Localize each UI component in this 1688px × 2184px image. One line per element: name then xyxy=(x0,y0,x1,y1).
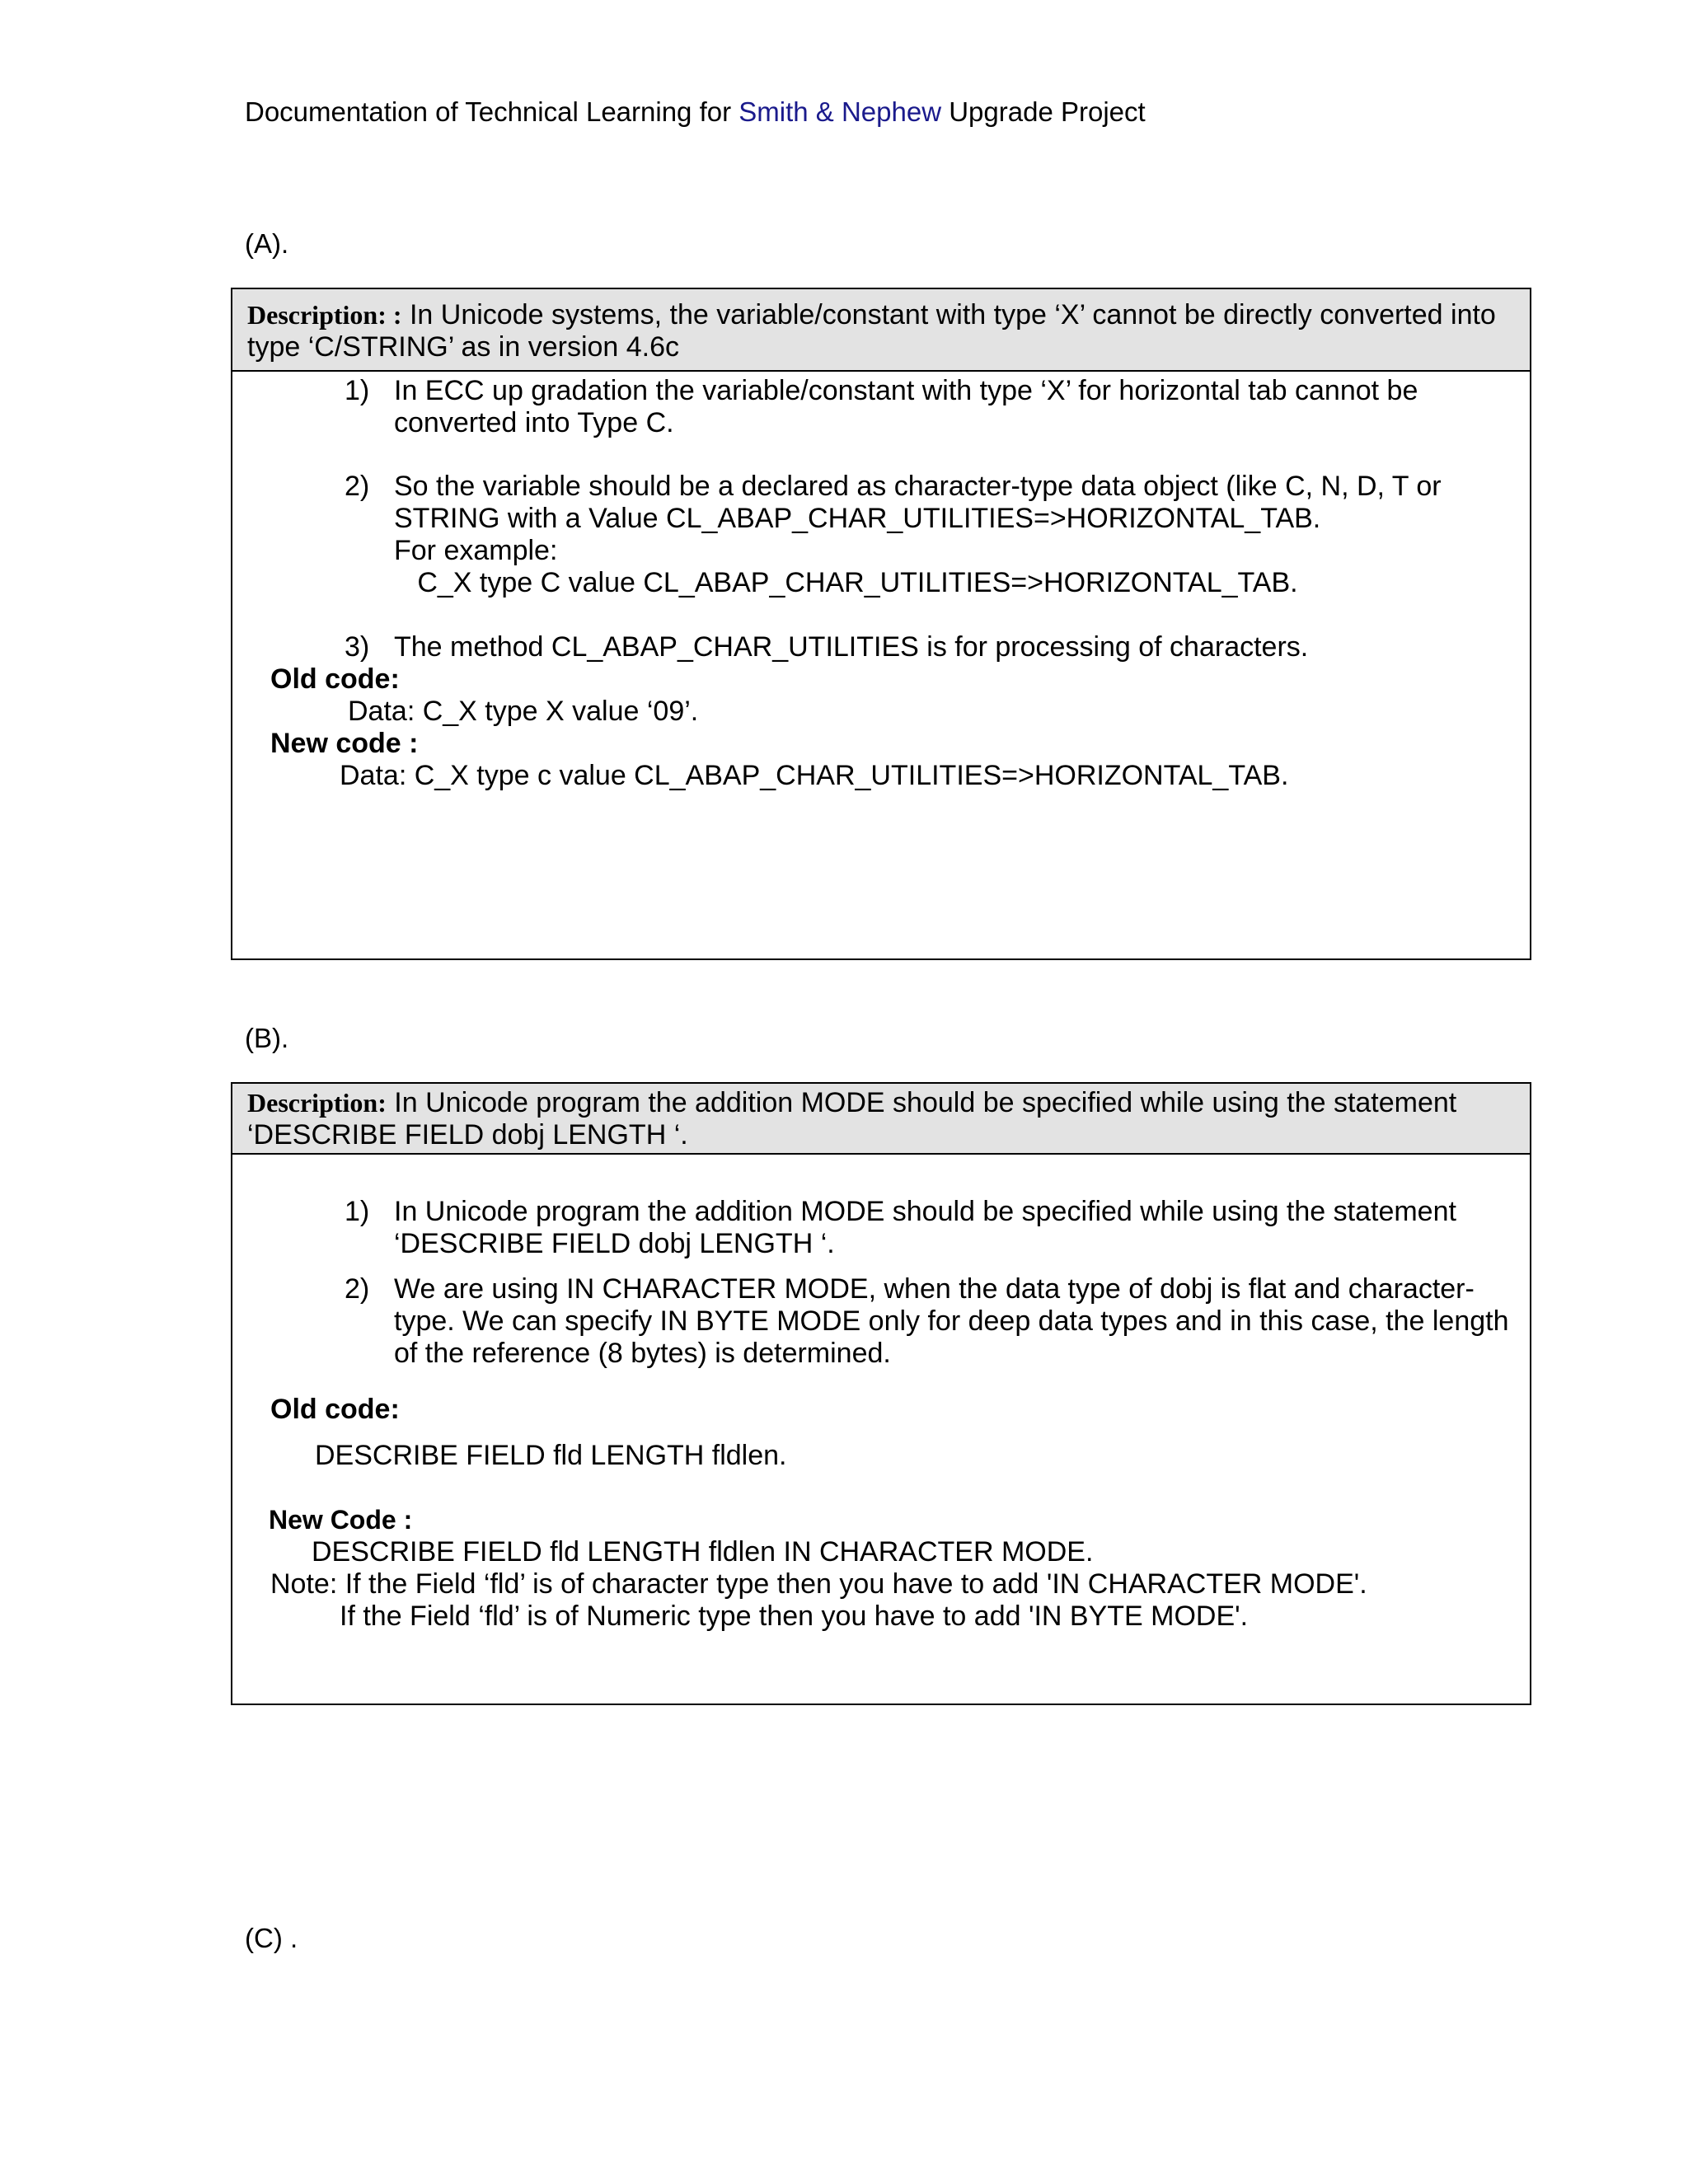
section-b-box xyxy=(231,1082,1531,1705)
header-suffix: Upgrade Project xyxy=(941,96,1146,127)
section-b-new-code-label: New Code : xyxy=(269,1505,413,1535)
section-b-description-label: Description: xyxy=(247,1088,387,1118)
item-text xyxy=(394,1273,1513,1370)
section-a-new-code-label: New code : xyxy=(270,728,419,759)
section-b-note-1: Note: If the Field ‘fld’ is of character type then you have to add 'IN CHARACTER MODE'. xyxy=(270,1568,1367,1600)
section-a-old-code-label: Old code: xyxy=(270,663,400,695)
item-line: type. We can specify IN BYTE MODE only for deep data types and in this case, the length xyxy=(394,1305,1509,1337)
item-line: In Unicode program the addition MODE should be specified while using the statement xyxy=(394,1196,1456,1227)
section-b-old-code-label: Old code: xyxy=(270,1394,400,1425)
item-text xyxy=(394,471,1513,599)
item-line: In ECC up gradation the variable/constant with type ‘X’ for horizontal tab cannot be xyxy=(394,375,1418,406)
item-line: of the reference (8 bytes) is determined. xyxy=(394,1338,891,1369)
item-text xyxy=(394,631,1513,663)
item-line: We are using IN CHARACTER MODE, when the data type of dobj is flat and character- xyxy=(394,1273,1475,1305)
section-c-label: (C) . xyxy=(245,1923,298,1953)
item-number: 2) xyxy=(345,1273,370,1305)
section-b-description-text: In Unicode program the addition MODE should be specified while using the statement ‘DESCRIBE FIELD dobj LENGTH ‘. xyxy=(247,1087,1457,1151)
header-brand: Smith & Nephew xyxy=(738,96,942,127)
section-a-description-text: In Unicode systems, the variable/constant with type ‘X’ cannot be directly converted into type ‘C/STRING’ as in version 4.6c xyxy=(247,299,1496,363)
item-line: STRING with a Value CL_ABAP_CHAR_UTILITIES=>HORIZONTAL_TAB. xyxy=(394,503,1321,534)
section-a-new-code: Data: C_X type c value CL_ABAP_CHAR_UTILITIES=>HORIZONTAL_TAB. xyxy=(340,760,1289,791)
item-text xyxy=(394,1196,1513,1260)
item-line: converted into Type C. xyxy=(394,407,674,438)
section-b-description xyxy=(232,1084,1530,1155)
item-number: 2) xyxy=(345,471,370,502)
section-a-label: (A). xyxy=(245,228,289,259)
item-line: So the variable should be a declared as character-type data object (like C, N, D, T or xyxy=(394,471,1442,502)
item-number: 1) xyxy=(345,375,370,406)
section-a-box xyxy=(231,288,1531,960)
page-header xyxy=(245,92,1146,132)
section-a-description xyxy=(232,289,1530,372)
item-number: 1) xyxy=(345,1196,370,1227)
section-a-old-code: Data: C_X type X value ‘09’. xyxy=(348,696,699,727)
item-number: 3) xyxy=(345,631,370,663)
section-b-old-code: DESCRIBE FIELD fld LENGTH fldlen. xyxy=(315,1440,787,1471)
item-line: The method CL_ABAP_CHAR_UTILITIES is for processing of characters. xyxy=(394,631,1309,663)
item-text xyxy=(394,375,1513,439)
section-a-description-label: Description: : xyxy=(247,300,402,330)
item-line: ‘DESCRIBE FIELD dobj LENGTH ‘. xyxy=(394,1228,835,1259)
item-line: For example: xyxy=(394,535,558,566)
item-line: C_X type C value CL_ABAP_CHAR_UTILITIES=>HORIZONTAL_TAB. xyxy=(394,567,1298,598)
section-b-note-2: If the Field ‘fld’ is of Numeric type then you have to add 'IN BYTE MODE'. xyxy=(340,1601,1249,1632)
header-prefix: Documentation of Technical Learning for xyxy=(245,96,739,127)
section-b-label: (B). xyxy=(245,1023,289,1053)
section-b-new-code: DESCRIBE FIELD fld LENGTH fldlen IN CHARACTER MODE. xyxy=(312,1536,1094,1568)
